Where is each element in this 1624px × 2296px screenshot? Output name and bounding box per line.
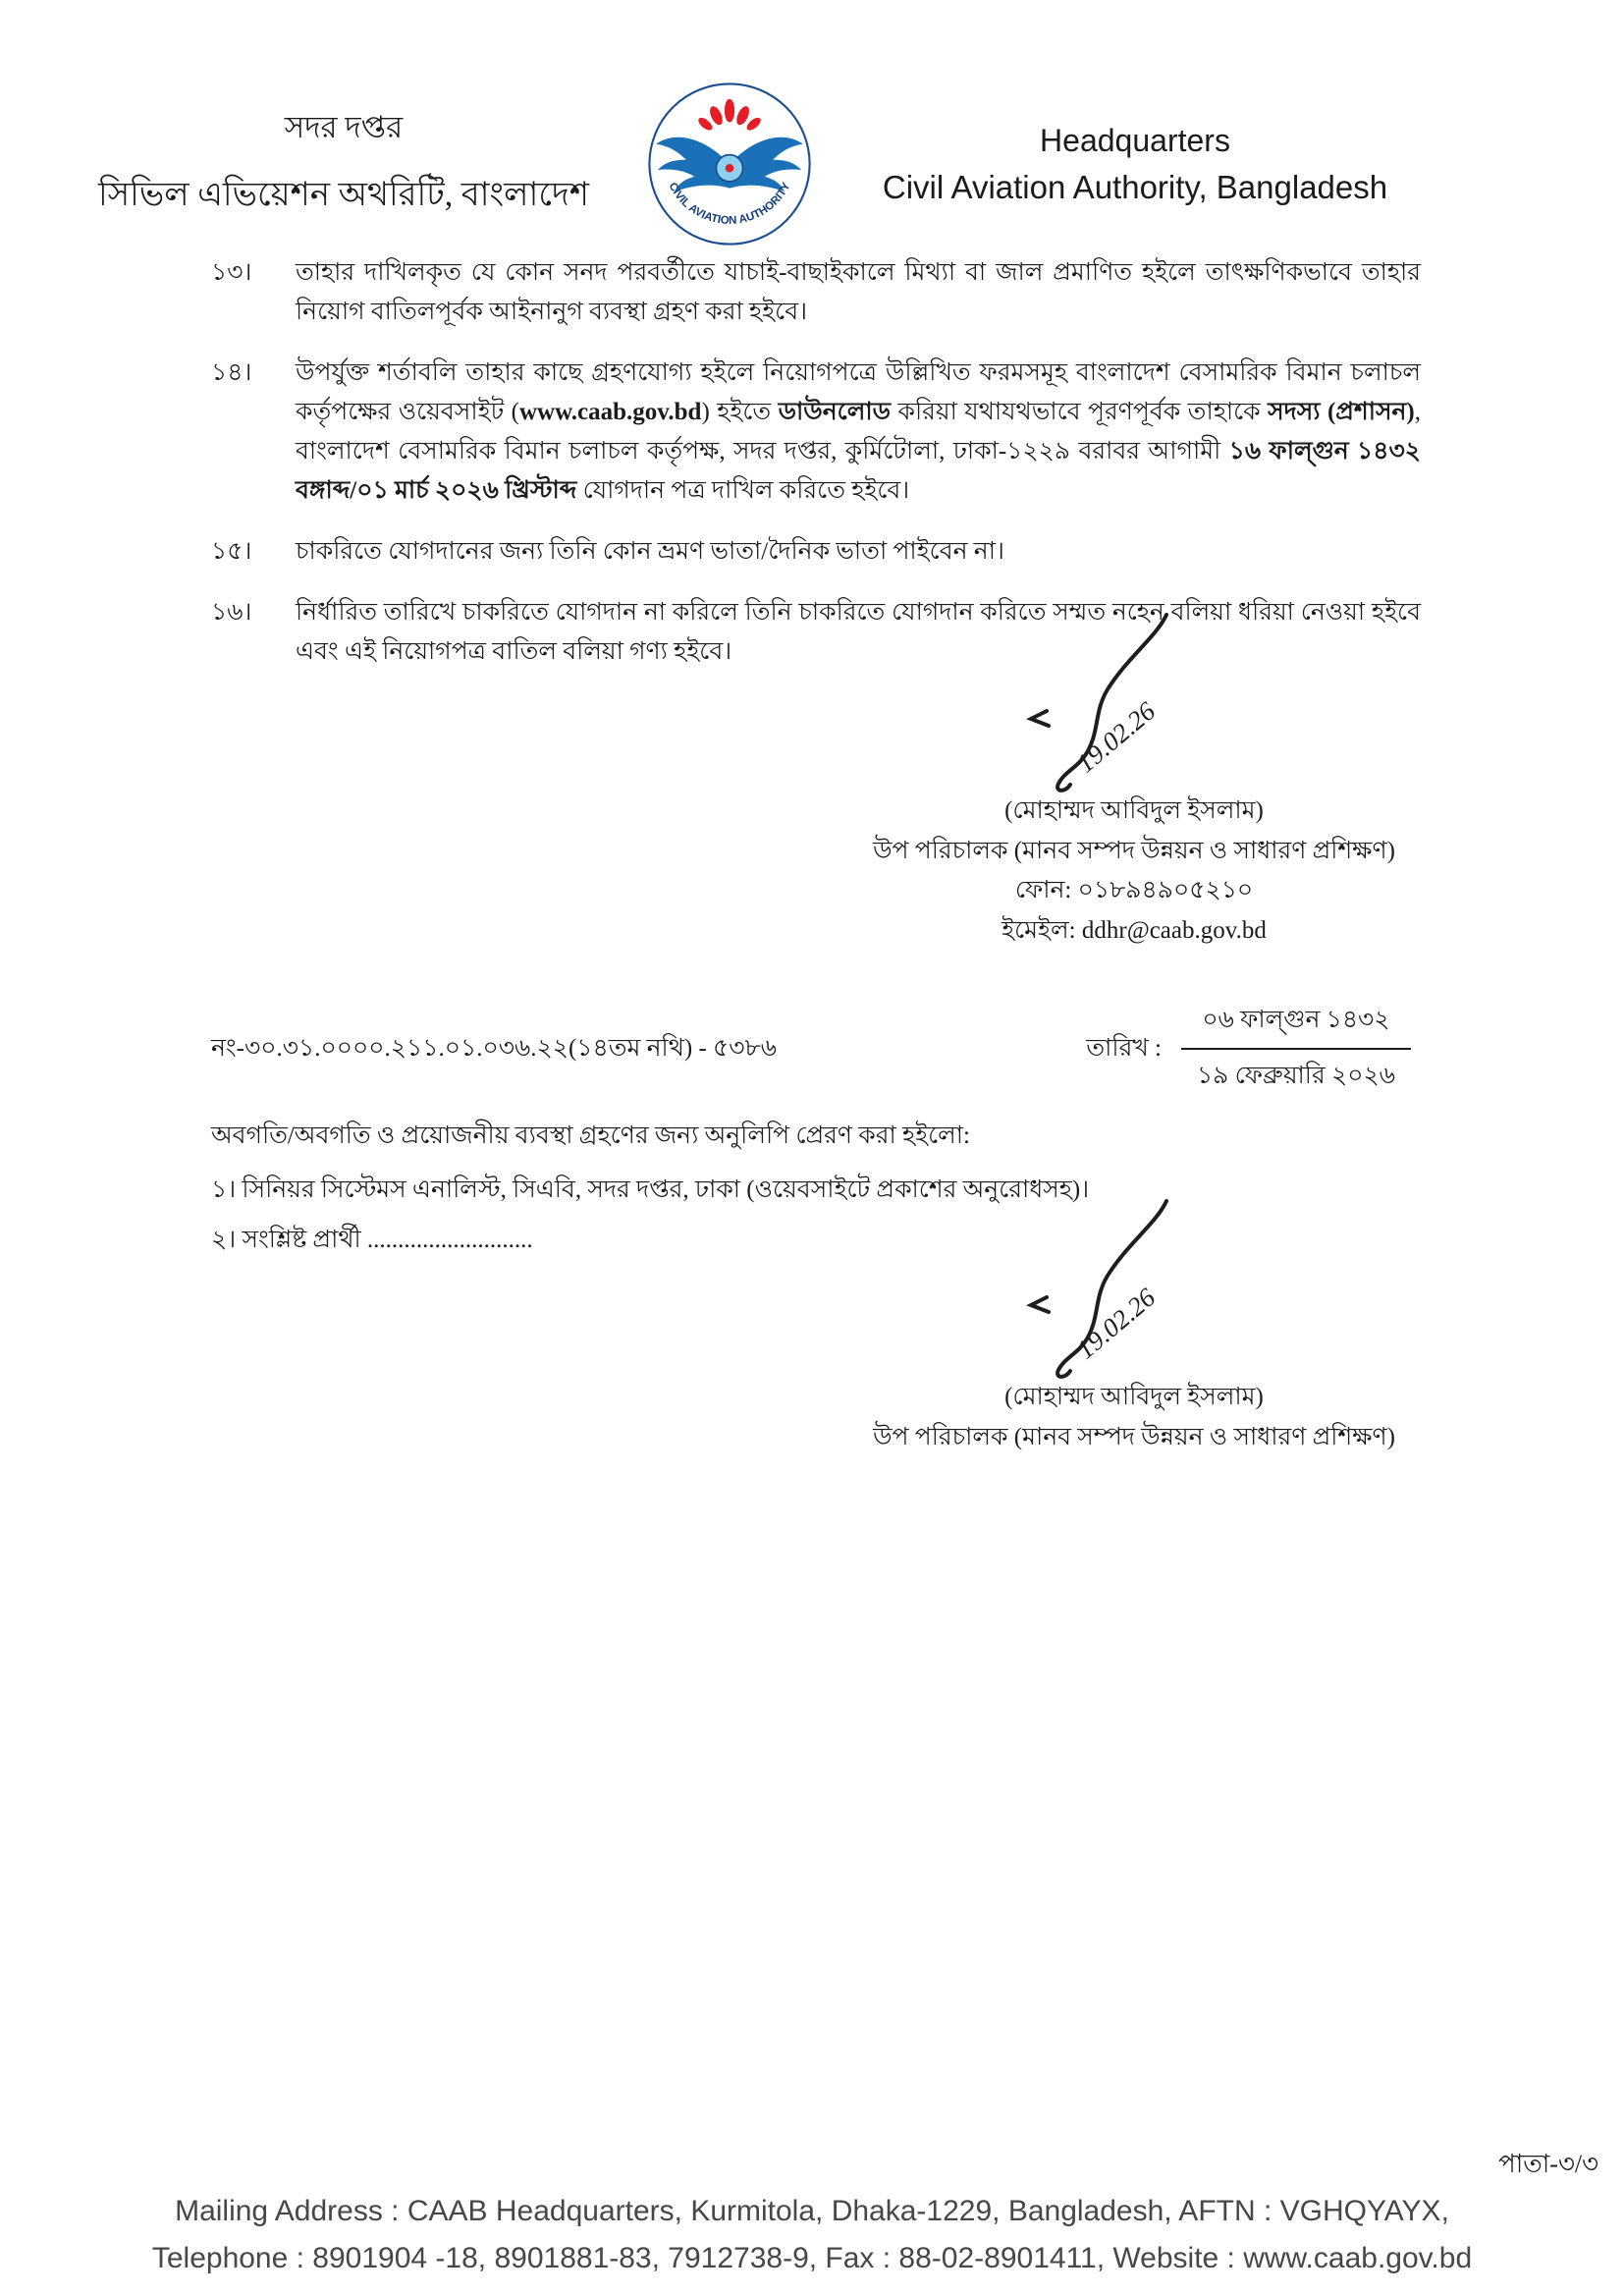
footer-line2: Telephone : 8901904 -18, 8901881-83, 7912738-9, Fax : 88-02-8901411, Website : www.caab.gov.bd <box>151 2242 1473 2274</box>
signatory-name: (মোহাম্মদ আবিদুল ইসলাম) <box>1004 1384 1264 1410</box>
footer-line1: Mailing Address : CAAB Headquarters, Kurmitola, Dhaka-1229, Bangladesh, AFTN : VGHQYAYX, <box>175 2195 1449 2227</box>
signature-area <box>820 607 1448 792</box>
clause-number: ১৫। <box>211 538 252 565</box>
caab-emblem-icon <box>646 81 813 247</box>
signature-date-scribble: 19.02.26 <box>1070 695 1162 779</box>
signatory-title: উপ পরিচালক (মানব সম্পদ উন্নয়ন ও সাধারণ প্রশিক্ষণ) <box>873 837 1395 864</box>
header-bengali-line2: সিভিল এভিয়েশন অথরিটি, বাংলাদেশ <box>97 176 589 213</box>
header-english-block <box>840 123 1430 206</box>
clause-number: ১৩। <box>211 259 252 286</box>
memo-number: নং-৩০.৩১.০০০০.২১১.০১.০৩৬.২২(১৪তম নথি) - ৫৩৮৬ <box>211 1034 777 1062</box>
clause-item <box>211 354 1421 511</box>
distribution-item: ১। সিনিয়র সিস্টেমস এনালিস্ট, সিএবি, সদর দপ্তর, ঢাকা (ওয়েবসাইটে প্রকাশের অনুরোধসহ)। <box>211 1175 1090 1203</box>
page-number: পাতা-৩/৩ <box>1498 2150 1598 2178</box>
distribution-item: ২। সংশ্লিষ্ট প্রার্থী ........................... <box>211 1226 533 1253</box>
date-bangla: ০৬ ফাল্গুন ১৪৩২ <box>1181 1000 1411 1050</box>
clause-number: ১৬। <box>211 599 252 626</box>
document-footer <box>0 2188 1624 2282</box>
signature-block-secondary <box>820 1193 1448 1457</box>
date-gregorian: ১৯ ফেব্রুয়ারি ২০২৬ <box>1196 1063 1395 1089</box>
signatory-title: উপ পরিচালক (মানব সম্পদ উন্নয়ন ও সাধারণ প্রশিক্ষণ) <box>873 1423 1395 1450</box>
header-english-line1: Headquarters <box>1040 122 1230 158</box>
date-block <box>1086 1000 1411 1098</box>
signature-area <box>820 1193 1448 1378</box>
caab-logo-icon <box>646 81 813 247</box>
signatory-phone: ফোন: ০১৮৯৪৯০৫২১০ <box>1014 877 1254 903</box>
date-label: তারিখ : <box>1086 1034 1162 1062</box>
signature-date-scribble: 19.02.26 <box>1070 1282 1162 1365</box>
signatory-name: (মোহাম্মদ আবিদুল ইসলাম) <box>1004 797 1264 824</box>
clause-text: উপর্যুক্ত শর্তাবলি তাহার কাছে গ্রহণযোগ্য হইলে নিয়োগপত্রে উল্লিখিত ফরমসমূহ বাংলাদেশ বেসামরিক বিমান চলাচল কর্তৃপক্ষের ওয়েবসাইট (www.caab.gov.bd) হইতে ডাউনলোড করিয়া যথাযথভাবে পূরণপূর্বক তাহাকে সদস্য (প্রশাসন), বাংলাদেশ বেসামরিক বিমান চলাচল কর্তৃপক্ষ, সদর দপ্তর, কুর্মিটোলা, ঢাকা-১২২৯ বরাবর আগামী ১৬ ফাল্গুন ১৪৩২ বঙ্গাব্দ/০১ মার্চ ২০২৬ খ্রিস্টাব্দ যোগদান পত্র দাখিল করিতে হইবে। <box>296 359 1421 504</box>
clause-item <box>211 253 1421 332</box>
clause-number: ১৪। <box>211 359 252 386</box>
signature-block-primary <box>820 607 1448 951</box>
date-stack <box>1181 1000 1411 1098</box>
signature-scribble-icon <box>1001 607 1237 803</box>
signature-scribble-icon <box>1001 1193 1237 1390</box>
clause-text: নির্ধারিত তারিখে চাকরিতে যোগদান না করিলে তিনি চাকরিতে যোগদান করিতে সম্মত নহেন বলিয়া ধরিয়া নেওয়া হইবে এবং এই নিয়োগপত্র বাতিল বলিয়া গণ্য হইবে। <box>296 599 1421 665</box>
header-bengali-block <box>69 104 619 225</box>
clause-text: তাহার দাখিলকৃত যে কোন সনদ পরবর্তীতে যাচাই-বাছাইকালে মিথ্যা বা জাল প্রমাণিত হইলে তাৎক্ষণিকভাবে তাহার নিয়োগ বাতিলপূর্বক আইনানুগ ব্যবস্থা গ্রহণ করা হইবে। <box>296 259 1421 325</box>
document-header <box>69 81 1443 247</box>
header-english-line2: Civil Aviation Authority, Bangladesh <box>882 168 1388 205</box>
signatory-email: ইমেইল: ddhr@caab.gov.bd <box>1001 916 1267 944</box>
clause-item <box>211 532 1421 572</box>
reference-row <box>211 1000 1411 1098</box>
clause-text: চাকরিতে যোগদানের জন্য তিনি কোন ভ্রমণ ভাতা/দৈনিক ভাতা পাইবেন না। <box>296 538 1004 565</box>
distribution-heading: অবগতি/অবগতি ও প্রয়োজনীয় ব্যবস্থা গ্রহণের জন্য অনুলিপি প্রেরণ করা হইলো: <box>211 1122 971 1149</box>
header-bengali-line1: সদর দপ্তর <box>284 109 404 144</box>
svg-text:CIVIL AVIATION AUTHORITY: CIVIL AVIATION AUTHORITY <box>666 181 793 227</box>
